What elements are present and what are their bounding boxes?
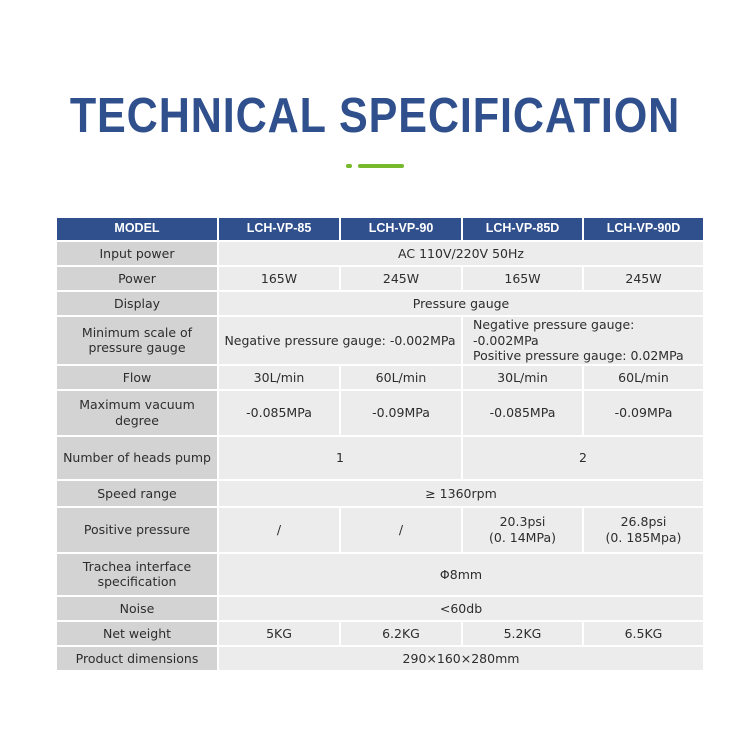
row-value: / xyxy=(340,507,462,553)
table-row xyxy=(56,390,704,436)
row-value: 60L/min xyxy=(340,365,462,390)
row-label: Minimum scale of pressure gauge xyxy=(56,316,218,365)
row-value: 245W xyxy=(340,266,462,291)
row-value xyxy=(462,507,583,553)
pressure-psi: 26.8psi xyxy=(620,514,667,530)
row-label: Trachea interface specification xyxy=(56,553,218,596)
row-value: Pressure gauge xyxy=(218,291,704,316)
pressure-mpa: (0. 185Mpa) xyxy=(605,529,682,545)
row-value: 165W xyxy=(218,266,340,291)
negative-gauge-text: Negative pressure gauge: -0.002MPa xyxy=(473,317,635,348)
row-value: / xyxy=(218,507,340,553)
row-label: Noise xyxy=(56,596,218,621)
table-row xyxy=(56,241,704,266)
positive-gauge-text: Positive pressure gauge: 0.02MPa xyxy=(473,348,684,364)
row-value: 30L/min xyxy=(462,365,583,390)
row-value: 5KG xyxy=(218,621,340,646)
spec-table xyxy=(55,216,705,672)
row-value: 245W xyxy=(583,266,704,291)
row-value: -0.09MPa xyxy=(340,390,462,436)
table-row xyxy=(56,266,704,291)
table-row xyxy=(56,646,704,671)
row-label: Input power xyxy=(56,241,218,266)
row-label: Positive pressure xyxy=(56,507,218,553)
row-value: 6.5KG xyxy=(583,621,704,646)
row-label: Product dimensions xyxy=(56,646,218,671)
row-value: 6.2KG xyxy=(340,621,462,646)
row-value: Negative pressure gauge: -0.002MPa xyxy=(218,316,462,365)
table-row xyxy=(56,291,704,316)
row-value: -0.085MPa xyxy=(218,390,340,436)
header-lch-vp-85d: LCH-VP-85D xyxy=(462,217,583,241)
table-row xyxy=(56,436,704,480)
table-row xyxy=(56,480,704,507)
table-row xyxy=(56,553,704,596)
header-lch-vp-90d: LCH-VP-90D xyxy=(583,217,704,241)
row-value: AC 110V/220V 50Hz xyxy=(218,241,704,266)
header-model: MODEL xyxy=(56,217,218,241)
row-value: ≥ 1360rpm xyxy=(218,480,704,507)
row-value: <60db xyxy=(218,596,704,621)
row-value-double xyxy=(462,316,704,365)
page-title: TECHNICAL SPECIFICATION xyxy=(69,89,681,143)
row-value: -0.09MPa xyxy=(583,390,704,436)
row-value: -0.085MPa xyxy=(462,390,583,436)
row-label: Speed range xyxy=(56,480,218,507)
pressure-mpa: (0. 14MPa) xyxy=(489,529,556,545)
row-value: 30L/min xyxy=(218,365,340,390)
table-row xyxy=(56,507,704,553)
row-label: Power xyxy=(56,266,218,291)
row-label: Display xyxy=(56,291,218,316)
title-underline-dot xyxy=(346,164,352,168)
row-label: Flow xyxy=(56,365,218,390)
row-label: Maximum vacuum degree xyxy=(56,390,218,436)
row-value: 1 xyxy=(218,436,462,480)
header-lch-vp-90: LCH-VP-90 xyxy=(340,217,462,241)
table-row xyxy=(56,316,704,365)
table-row xyxy=(56,596,704,621)
table-row xyxy=(56,365,704,390)
title-underline-bar xyxy=(358,164,404,168)
table-row xyxy=(56,621,704,646)
row-value: 60L/min xyxy=(583,365,704,390)
row-label: Number of heads pump xyxy=(56,436,218,480)
row-value: 165W xyxy=(462,266,583,291)
row-label: Net weight xyxy=(56,621,218,646)
row-value: 2 xyxy=(462,436,704,480)
table-header-row xyxy=(56,217,704,241)
row-value xyxy=(583,507,704,553)
row-value: 5.2KG xyxy=(462,621,583,646)
pressure-psi: 20.3psi xyxy=(499,514,546,530)
header-lch-vp-85: LCH-VP-85 xyxy=(218,217,340,241)
row-value: Φ8mm xyxy=(218,553,704,596)
row-value: 290×160×280mm xyxy=(218,646,704,671)
